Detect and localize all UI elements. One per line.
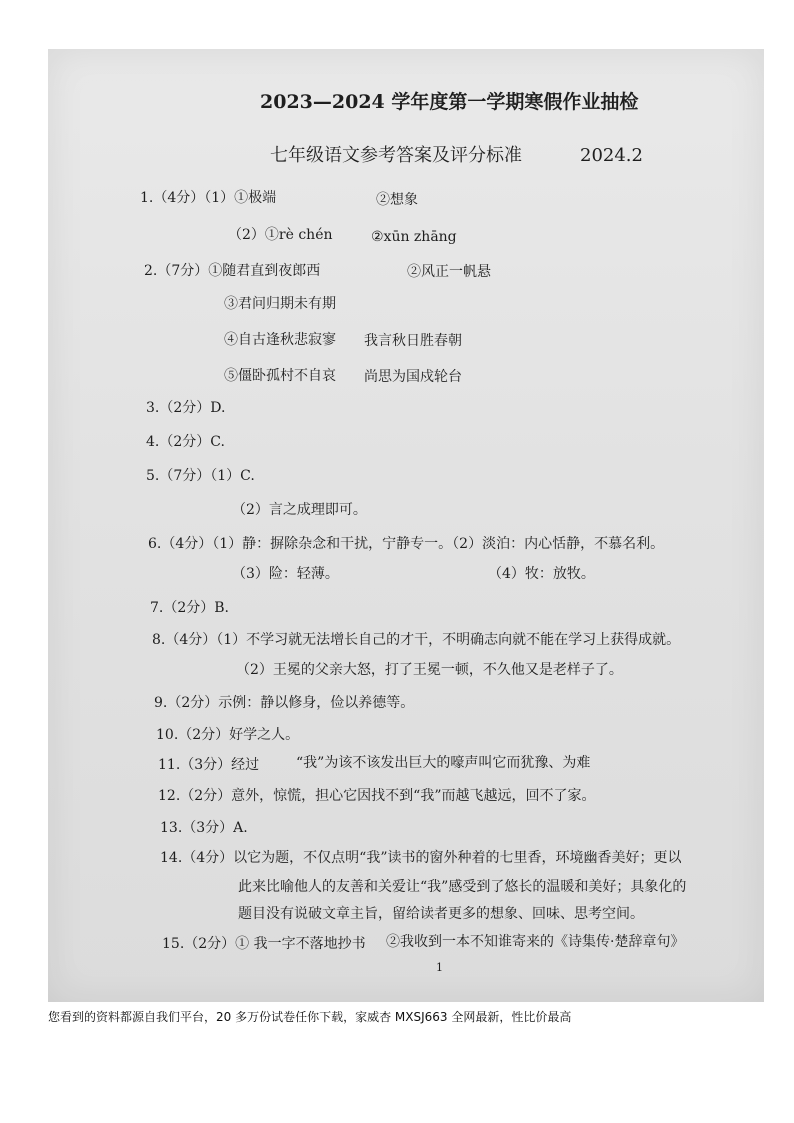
answer-line: 15.（2分）① 我一字不落地抄书 — [162, 936, 366, 952]
answer-line: ②想象 — [376, 192, 418, 208]
answer-line: “我”为该不该发出巨大的嚎声叫它而犹豫、为难 — [296, 755, 591, 771]
answer-line: ④自古逢秋悲寂寥 — [224, 332, 336, 348]
answer-line: （2）言之成理即可。 — [232, 502, 367, 518]
footer-advertisement: 您看到的资料都源自我们平台，20 多万份试卷任你下载，家威杏 MXSJ663 全网最新，性比价最高 — [48, 1010, 572, 1024]
answer-line: 1.（4分）（1）①极端 — [140, 190, 277, 206]
answer-line: 7.（2分）B. — [150, 600, 230, 616]
answer-line: 6.（4分）（1）静：摒除杂念和干扰，宁静专一。（2）淡泊：内心恬静，不慕名利。 — [148, 536, 665, 552]
title-line-1: 2023—2024 学年度第一学期寒假作业抽检 — [260, 91, 639, 113]
answer-line: 题目没有说破文章主旨，留给读者更多的想象、回味、思考空间。 — [238, 906, 644, 922]
answer-line: ②风正一帆悬 — [407, 264, 491, 280]
photographed-answer-sheet — [48, 49, 764, 1002]
answer-line: （2）王冕的父亲大怒，打了王冕一顿，不久他又是老样子了。 — [236, 662, 623, 678]
answer-line: 9.（2分）示例：静以修身，俭以养德等。 — [154, 695, 415, 711]
answer-line: 尚思为国戍轮台 — [364, 369, 462, 385]
answer-line: ②我收到一本不知谁寄来的《诗集传·楚辞章句》 — [386, 934, 685, 950]
answer-line: 2.（7分）①随君直到夜郎西 — [144, 263, 321, 279]
answer-line: 3.（2分）D. — [146, 400, 226, 416]
answer-line: 14.（4分）以它为题，不仅点明“我”读书的窗外种着的七里香，环境幽香美好；更以 — [160, 850, 682, 866]
answer-line: （4）牧：放牧。 — [488, 566, 595, 582]
answer-line: 11.（3分）经过 — [158, 757, 260, 773]
answer-line: 10.（2分）好学之人。 — [156, 727, 300, 743]
answer-line: 8.（4分）（1）不学习就无法增长自己的才干，不明确志向就不能在学习上获得成就。 — [152, 632, 681, 648]
answer-line: （2）①rè chén — [228, 227, 333, 243]
page-number: 1 — [436, 961, 443, 974]
document-date: 2024.2 — [580, 145, 643, 166]
answer-line: ②xūn zhāng — [371, 229, 457, 245]
answer-line: 我言秋日胜春朝 — [364, 333, 462, 349]
answer-line: （3）险：轻薄。 — [232, 566, 339, 582]
answer-line: ⑤僵卧孤村不自哀 — [224, 368, 336, 384]
answer-line: 此来比喻他人的友善和关爱让“我”感受到了悠长的温暖和美好；具象化的 — [238, 879, 687, 895]
title-line-2: 七年级语文参考答案及评分标准 — [270, 145, 522, 166]
answer-line: 5.（7分）（1）C. — [146, 468, 255, 484]
answer-line: 13.（3分）A. — [160, 820, 248, 836]
answer-line: 4.（2分）C. — [146, 434, 225, 450]
answer-line: 12.（2分）意外，惊慌，担心它因找不到“我”而越飞越远，回不了家。 — [158, 788, 596, 804]
answer-line: ③君问归期未有期 — [224, 296, 336, 312]
